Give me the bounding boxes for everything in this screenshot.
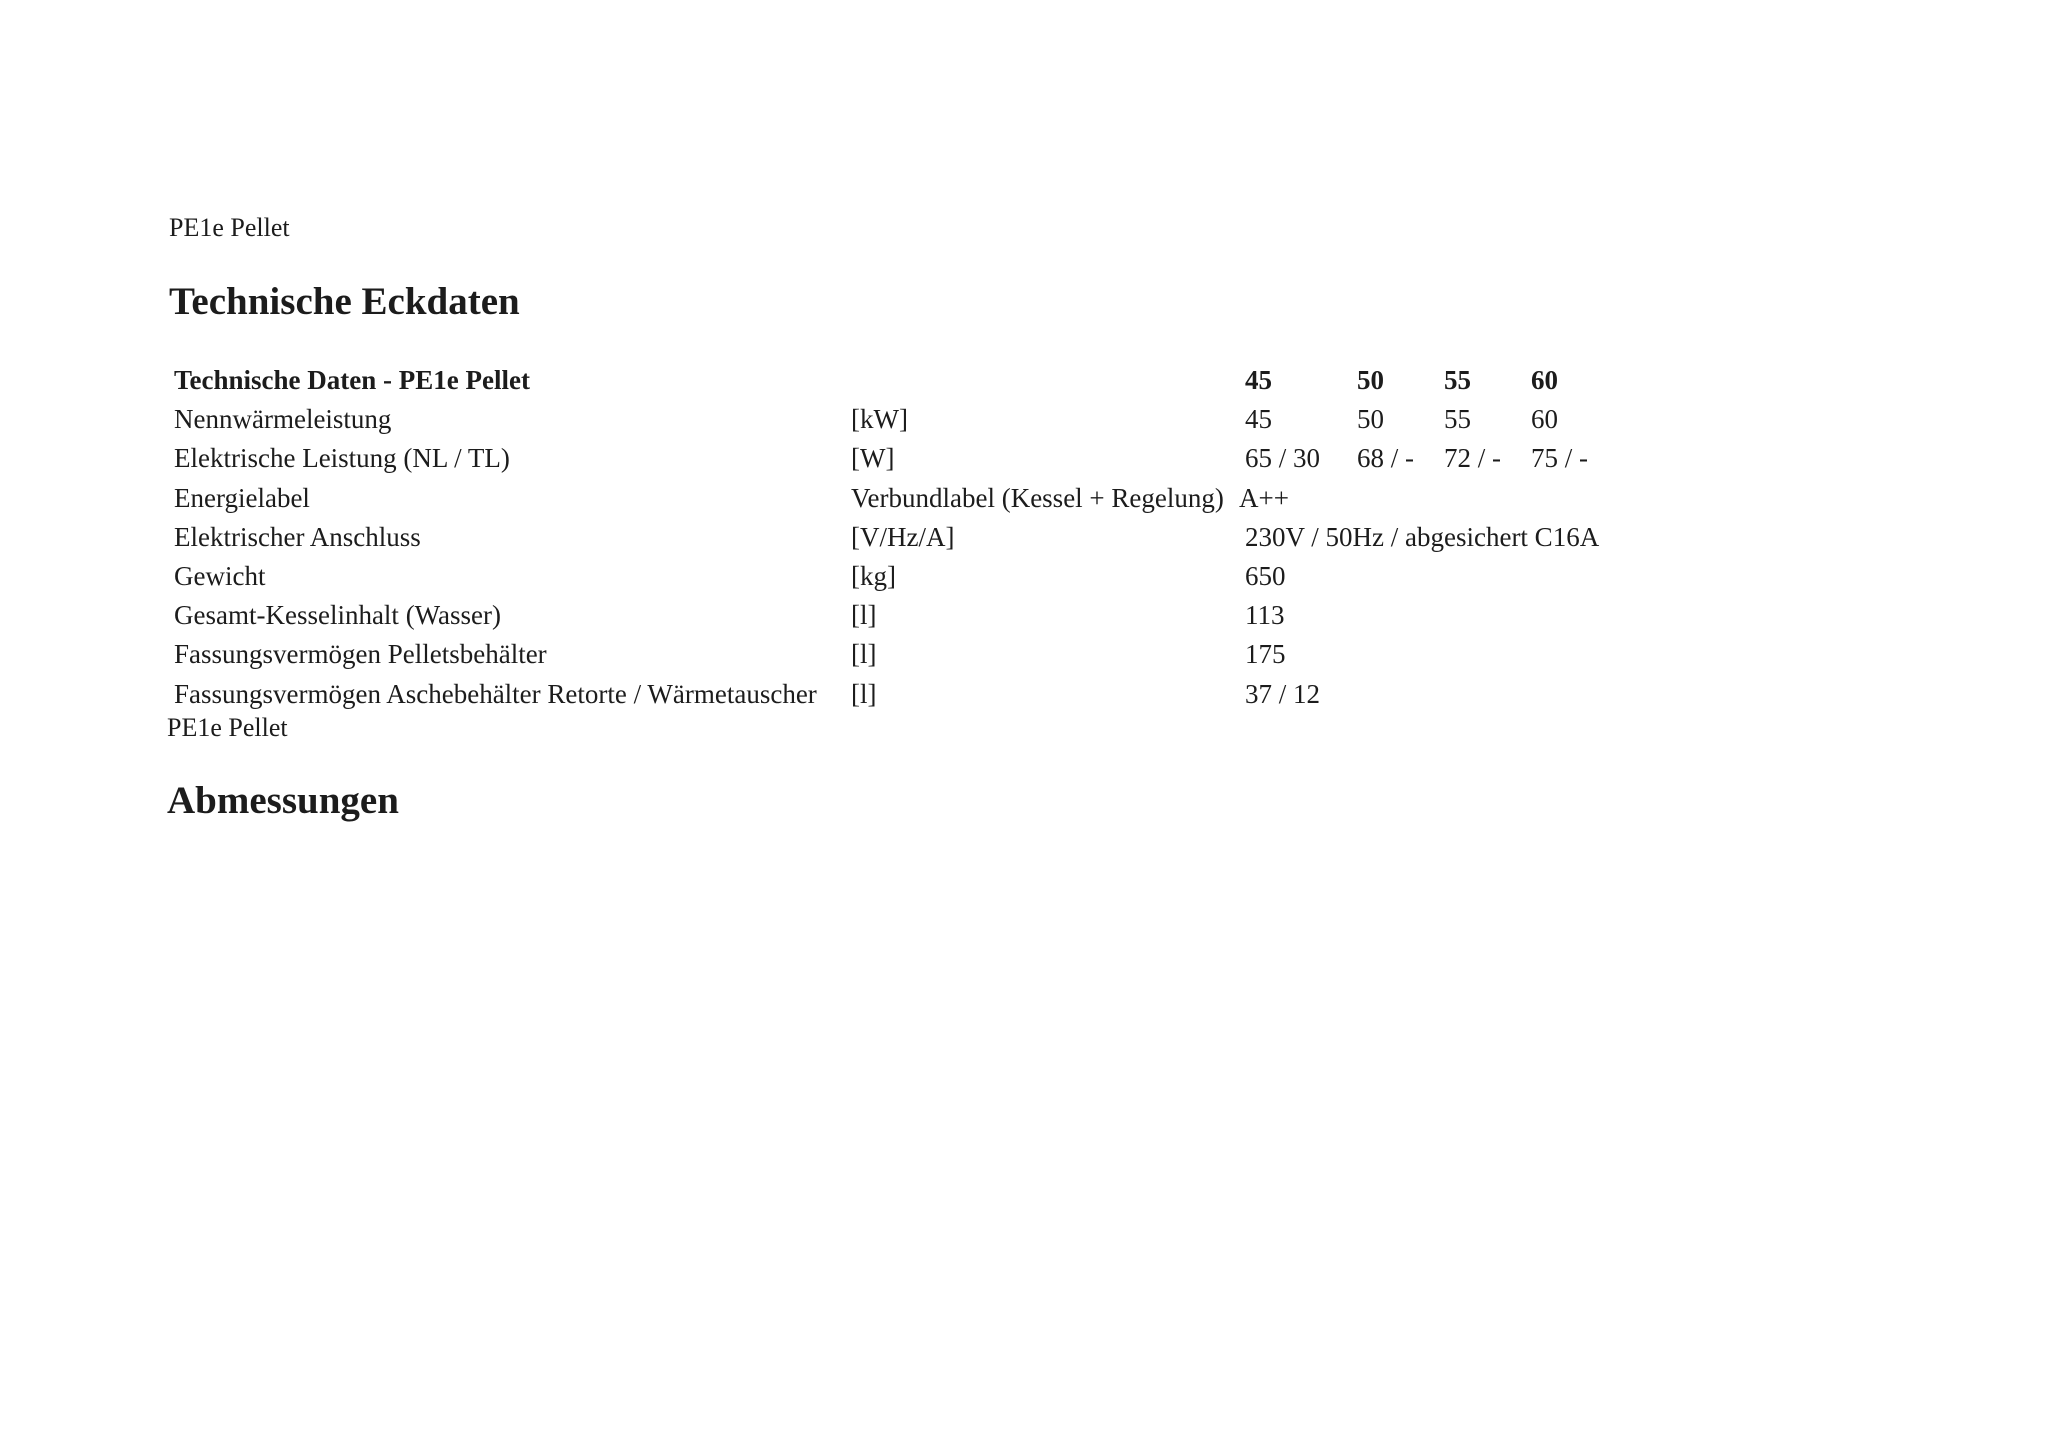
row-value: A++: [1239, 482, 1289, 513]
column-header-55: 55: [1444, 365, 1471, 395]
table-row-elektrische-leistung: [174, 439, 1624, 478]
row-value-50: 50: [1357, 404, 1384, 435]
row-unit: [kW]: [851, 404, 908, 435]
row-unit: [l]: [851, 600, 877, 631]
row-unit: [l]: [851, 639, 877, 670]
row-label: Fassungsvermögen Pelletsbehälter: [174, 639, 547, 670]
product-subtitle-top: PE1e Pellet: [169, 213, 290, 242]
row-label: Gewicht: [174, 560, 266, 591]
table-row-aschebehaelter: [174, 675, 1624, 714]
row-label: Fassungsvermögen Aschebehälter Retorte / Wärmetauscher: [174, 678, 817, 709]
row-value: 37 / 12: [1245, 678, 1321, 709]
row-unit: [kg]: [851, 560, 896, 591]
row-value: 175: [1245, 639, 1286, 670]
table-row-gewicht: [174, 557, 1624, 596]
row-label: Nennwärmeleistung: [174, 404, 392, 435]
row-label: Energielabel: [174, 482, 310, 513]
row-unit: [l]: [851, 678, 877, 709]
column-header-60: 60: [1531, 365, 1558, 395]
column-header-45: 45: [1245, 365, 1272, 395]
row-unit: [V/Hz/A]: [851, 521, 955, 552]
table-header-label: Technische Daten - PE1e Pellet: [174, 365, 530, 395]
row-value-60: 60: [1531, 404, 1558, 435]
row-value: 230V / 50Hz / abgesichert C16A: [1245, 521, 1600, 552]
section-title-dimensions: Abmessungen: [167, 779, 399, 822]
technical-data-table: [174, 361, 1624, 714]
row-label: Elektrischer Anschluss: [174, 521, 421, 552]
table-row-energielabel: [174, 479, 1624, 518]
row-label: Gesamt-Kesselinhalt (Wasser): [174, 600, 501, 631]
row-value-50: 68 / -: [1357, 443, 1414, 474]
row-value-60: 75 / -: [1531, 443, 1588, 474]
row-value-45: 65 / 30: [1245, 443, 1321, 474]
row-unit: Verbundlabel (Kessel + Regelung): [851, 482, 1224, 513]
table-header-row: [174, 361, 1624, 400]
row-value-55: 55: [1444, 404, 1471, 435]
row-value-55: 72 / -: [1444, 443, 1501, 474]
row-value: 113: [1245, 600, 1285, 631]
product-subtitle-bottom: PE1e Pellet: [167, 713, 288, 742]
section-title-technical-data: Technische Eckdaten: [169, 280, 520, 323]
table-row-kesselinhalt: [174, 596, 1624, 635]
row-unit: [W]: [851, 443, 895, 474]
column-header-50: 50: [1357, 365, 1384, 395]
table-row-nennwaermeleistung: [174, 400, 1624, 439]
row-value: 650: [1245, 560, 1286, 591]
table-row-elektrischer-anschluss: [174, 518, 1624, 557]
row-label: Elektrische Leistung (NL / TL): [174, 443, 510, 474]
table-row-pelletsbehaelter: [174, 635, 1624, 674]
row-value-45: 45: [1245, 404, 1272, 435]
